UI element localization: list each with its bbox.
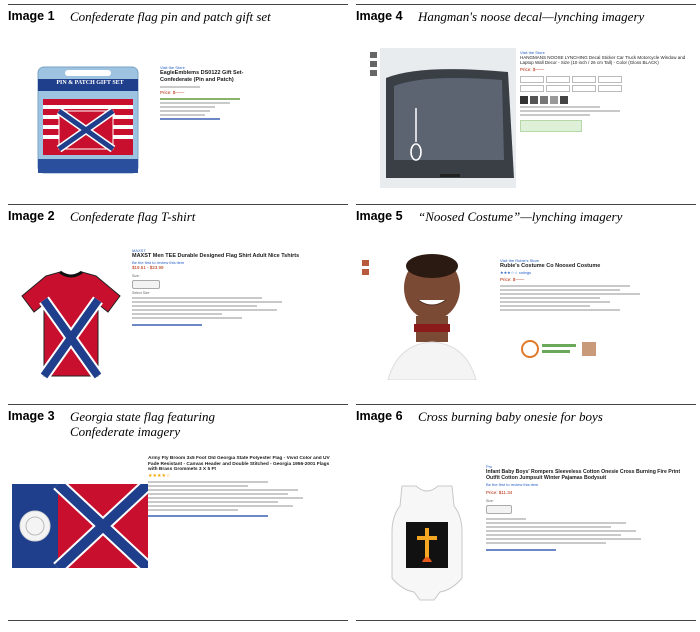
seller-badge xyxy=(520,338,600,360)
product-details: Visit the Rubie's Store Rubie's Costume Co Noosed Costume ★★★☆☆ ratings Price: $—— xyxy=(500,258,680,313)
screenshot-image-2 xyxy=(12,244,342,384)
panel-divider xyxy=(8,204,348,205)
panel-image-3 xyxy=(8,404,348,439)
brand-link[interactable]: Visit the Store xyxy=(160,65,185,70)
size-options[interactable] xyxy=(520,76,640,92)
onesie-image xyxy=(382,482,472,602)
image-caption: Confederate flag pin and patch gift set xyxy=(70,9,271,24)
image-caption: Cross burning baby onesie for boys xyxy=(418,409,603,424)
panel-caption xyxy=(356,9,696,24)
screenshot-image-1 xyxy=(30,52,260,174)
panel-caption xyxy=(8,209,348,224)
color-swatches[interactable] xyxy=(520,96,690,104)
image-number: Image 5 xyxy=(356,209,403,223)
panel-image-4 xyxy=(356,4,696,24)
panel-image-6 xyxy=(356,404,696,424)
image-number: Image 3 xyxy=(8,409,55,423)
size-select[interactable] xyxy=(486,505,512,514)
product-title[interactable]: MAXST Men TEE Durable Designed Flag Shirt Adult Nice Tshirts xyxy=(132,253,300,259)
panel-divider xyxy=(356,4,696,5)
panel-image-1 xyxy=(8,4,348,24)
price-value: $11.34 xyxy=(498,489,513,495)
image-caption: Hangman's noose decal—lynching imagery xyxy=(418,9,645,24)
product-title[interactable]: EagleEmblems DS0122 Gift Set-Confederate (Pin and Patch) xyxy=(160,70,244,83)
product-title[interactable]: HANGMANS NOOSE LYNCHING Decal Sticker Car Truck Motorcycle Window and Laptop Wall Decor - Size (10 inch / 26 cm Tall) - Color (Gloss BLACK) xyxy=(520,55,686,66)
product-title[interactable]: Army Fly Broom 3x5 Foot Old Georgia State Polyester Flag - Vivid Color and UV Fade Resistant - Canvas Header and Double Stitched - Georgia 1956-2001 Flags with Brass Grommets 3 X 5 Ft xyxy=(148,456,330,473)
bottom-rule-left xyxy=(8,620,348,621)
image-caption: “Noosed Costume”—lynching imagery xyxy=(418,209,623,224)
price: Price: $11.34 xyxy=(486,489,513,495)
product-details: Pru Infant Baby Boys' Rompers Sleeveless Cotton Onesie Cross Burning Fire Print Outfit Cotton Jumpsuit Winter Pajamas Bodysuit Be the first to review this item Price: $11.34 Size: xyxy=(486,464,691,553)
tshirt-image xyxy=(16,270,126,380)
product-title[interactable]: Rubie's Costume Co Noosed Costume xyxy=(500,263,601,269)
image-caption: Georgia state flag featuring Confederate imagery xyxy=(70,409,216,439)
georgia-flag-image xyxy=(12,484,148,568)
price: Price: $—— xyxy=(160,90,185,95)
panel-image-2 xyxy=(8,204,348,224)
panel-divider xyxy=(356,404,696,405)
panel-caption xyxy=(8,409,348,439)
panel-image-5 xyxy=(356,204,696,224)
product-details xyxy=(148,456,338,519)
product-details: Visit the Store HANGMANS NOOSE LYNCHING Decal Sticker Car Truck Motorcycle Window and Laptop Wall Decor - Size (10 inch / 26 cm Tall) - Color (Gloss BLACK) Price: $—— xyxy=(520,50,690,132)
panel-divider xyxy=(8,404,348,405)
image-number: Image 6 xyxy=(356,409,403,423)
promo-banner[interactable] xyxy=(520,120,582,132)
price: $19.51 - $23.99 xyxy=(132,265,164,270)
screenshot-image-6 xyxy=(378,464,694,604)
image-number: Image 2 xyxy=(8,209,55,223)
product-title[interactable]: Infant Baby Boys' Rompers Sleeveless Cotton Onesie Cross Burning Fire Print Outfit Cotton Jumpsuit Winter Pajamas Bodysuit xyxy=(486,469,681,482)
panel-caption xyxy=(8,9,348,24)
image-caption: Confederate flag T-shirt xyxy=(70,209,196,224)
bottom-rule-right xyxy=(356,620,696,621)
screenshot-image-3 xyxy=(10,456,342,588)
product-details xyxy=(160,65,255,122)
rating-stars: ★★★★☆ xyxy=(148,472,171,479)
costume-photo xyxy=(378,252,486,380)
car-window-decal-image xyxy=(380,48,516,188)
package-label: PIN & PATCH GIFT SET xyxy=(56,80,124,86)
product-details: MAXST MAXST Men TEE Durable Designed Flag Shirt Adult Nice Tshirts Be the first to review this item $19.51 - $23.99 Size: Select Size xyxy=(132,248,332,328)
image-number: Image 1 xyxy=(8,9,55,23)
thumbnail-strip[interactable] xyxy=(362,260,370,278)
panel-divider xyxy=(8,4,348,5)
panel-caption xyxy=(356,409,696,424)
panel-divider xyxy=(356,204,696,205)
thumbnail-strip[interactable] xyxy=(370,52,378,79)
screenshot-image-4 xyxy=(368,40,692,192)
image-number: Image 4 xyxy=(356,9,403,23)
panel-caption xyxy=(356,209,696,224)
screenshot-image-5 xyxy=(360,250,692,382)
size-select[interactable] xyxy=(132,280,160,289)
